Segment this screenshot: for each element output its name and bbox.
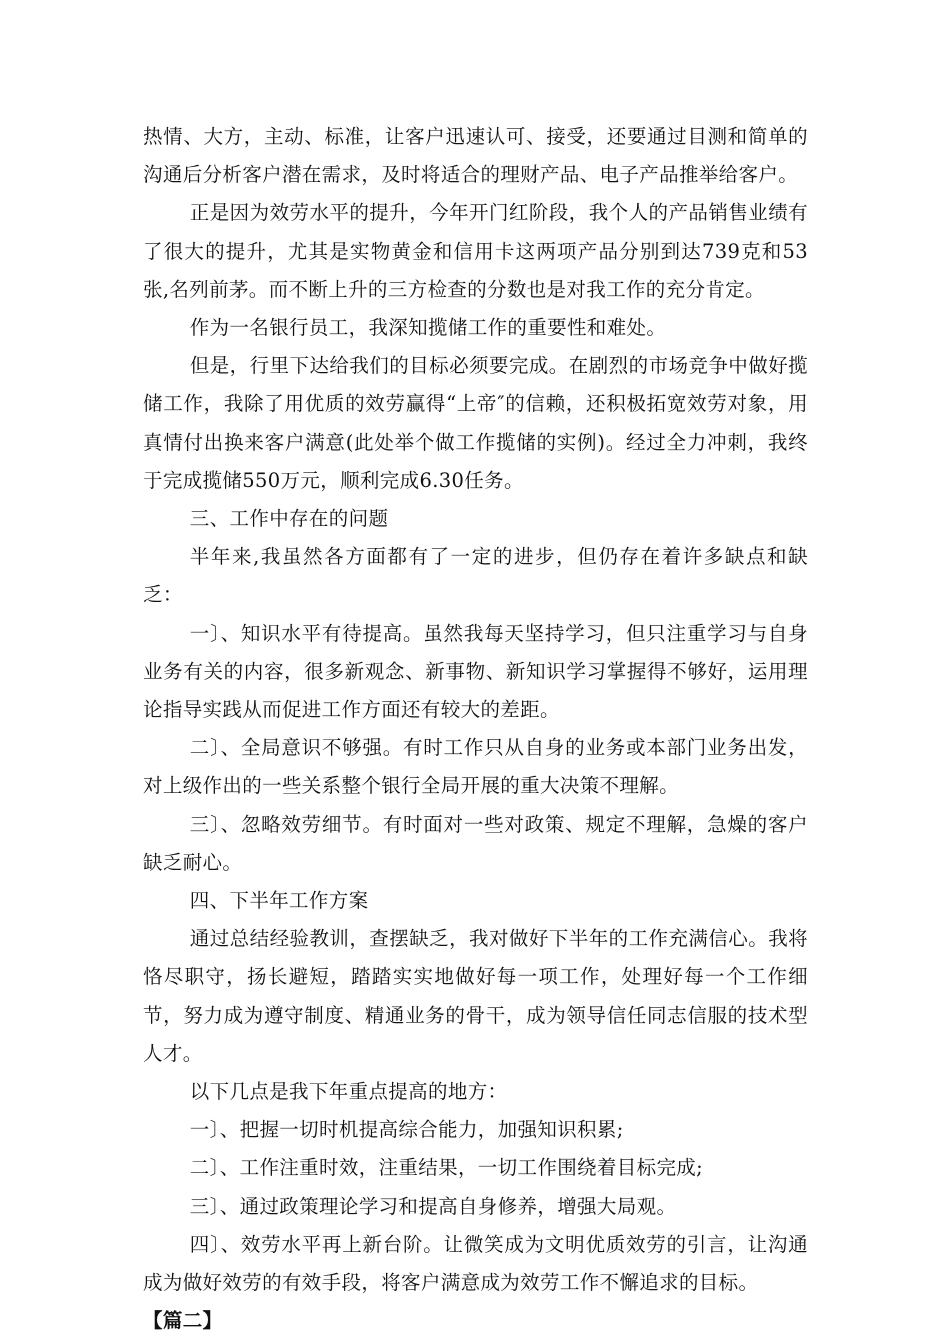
paragraph-11: 通过总结经验教训，查摆缺乏，我对做好下半年的工作充满信心。我将恪尽职守，扬长避短，踏踏实实地做好每一项工作，处理好每一个工作细节，努力成为遵守制度、精通业务的骨干，成为领导信任同志信服的技术型人才。	[143, 927, 808, 1065]
problem-item-3: 三〕、忽略效劳细节。有时面对一些对政策、规定不理解，急燥的客户缺乏耐心。	[143, 812, 808, 874]
paragraph-3: 作为一名银行员工，我深知揽储工作的重要性和难处。	[189, 316, 667, 340]
document-body	[143, 118, 808, 1341]
problem-item-1: 一〕、知识水平有待提高。虽然我每天坚持学习，但只注重学习与自身业务有关的内容，很多新观念、新事物、新知识学习掌握得不够好，运用理论指导实践从而促进工作方面还有较大的差距。	[143, 621, 808, 722]
section-marker: 【篇二】	[143, 1309, 223, 1333]
section-heading-problems: 三、工作中存在的问题	[189, 507, 389, 531]
problem-item-2: 二〕、全局意识不够强。有时工作只从自身的业务或本部门业务出发，对上级作出的一些关系整个银行全局开展的重大决策不理解。	[143, 736, 808, 798]
paragraph-1: 热情、大方，主动、标准，让客户迅速认可、接受，还要通过目测和简单的沟通后分析客户潜在需求，及时将适合的理财产品、电子产品推举给客户。	[143, 125, 808, 187]
plan-item-1: 一〕、把握一切时机提高综合能力，加强知识积累;	[189, 1118, 624, 1142]
plan-item-3: 三〕、通过政策理论学习和提高自身修养，增强大局观。	[189, 1194, 677, 1218]
paragraph-4: 但是，行里下达给我们的目标必须要完成。在剧烈的市场竞争中做好揽储工作，我除了用优质的效劳赢得“上帝″的信赖，还积极拓宽效劳对象，用真情付出换来客户满意(此处举个做工作揽储的实例)。经过全力冲刺，我终于完成揽储550万元，顺利完成6.30任务。	[143, 354, 808, 492]
section-heading-plan: 四、下半年工作方案	[189, 889, 369, 913]
plan-item-4: 四〕、效劳水平再上新台阶。让微笑成为文明优质效劳的引言，让沟通成为做好效劳的有效手段，将客户满意成为效劳工作不懈追求的目标。	[143, 1232, 808, 1295]
plan-item-2: 二〕、工作注重时效，注重结果，一切工作围绕着目标完成;	[189, 1156, 704, 1180]
paragraph-2: 正是因为效劳水平的提升，今年开门红阶段，我个人的产品销售业绩有了很大的提升，尤其是实物黄金和信用卡这两项产品分别到达739克和53张,名列前茅。而不断上升的三方检查的分数也是对我工作的充分肯定。	[143, 201, 808, 301]
paragraph-6: 半年来,我虽然各方面都有了一定的进步，但仍存在着许多缺点和缺乏：	[143, 545, 808, 607]
paragraph-12: 以下几点是我下年重点提高的地方：	[189, 1080, 508, 1104]
